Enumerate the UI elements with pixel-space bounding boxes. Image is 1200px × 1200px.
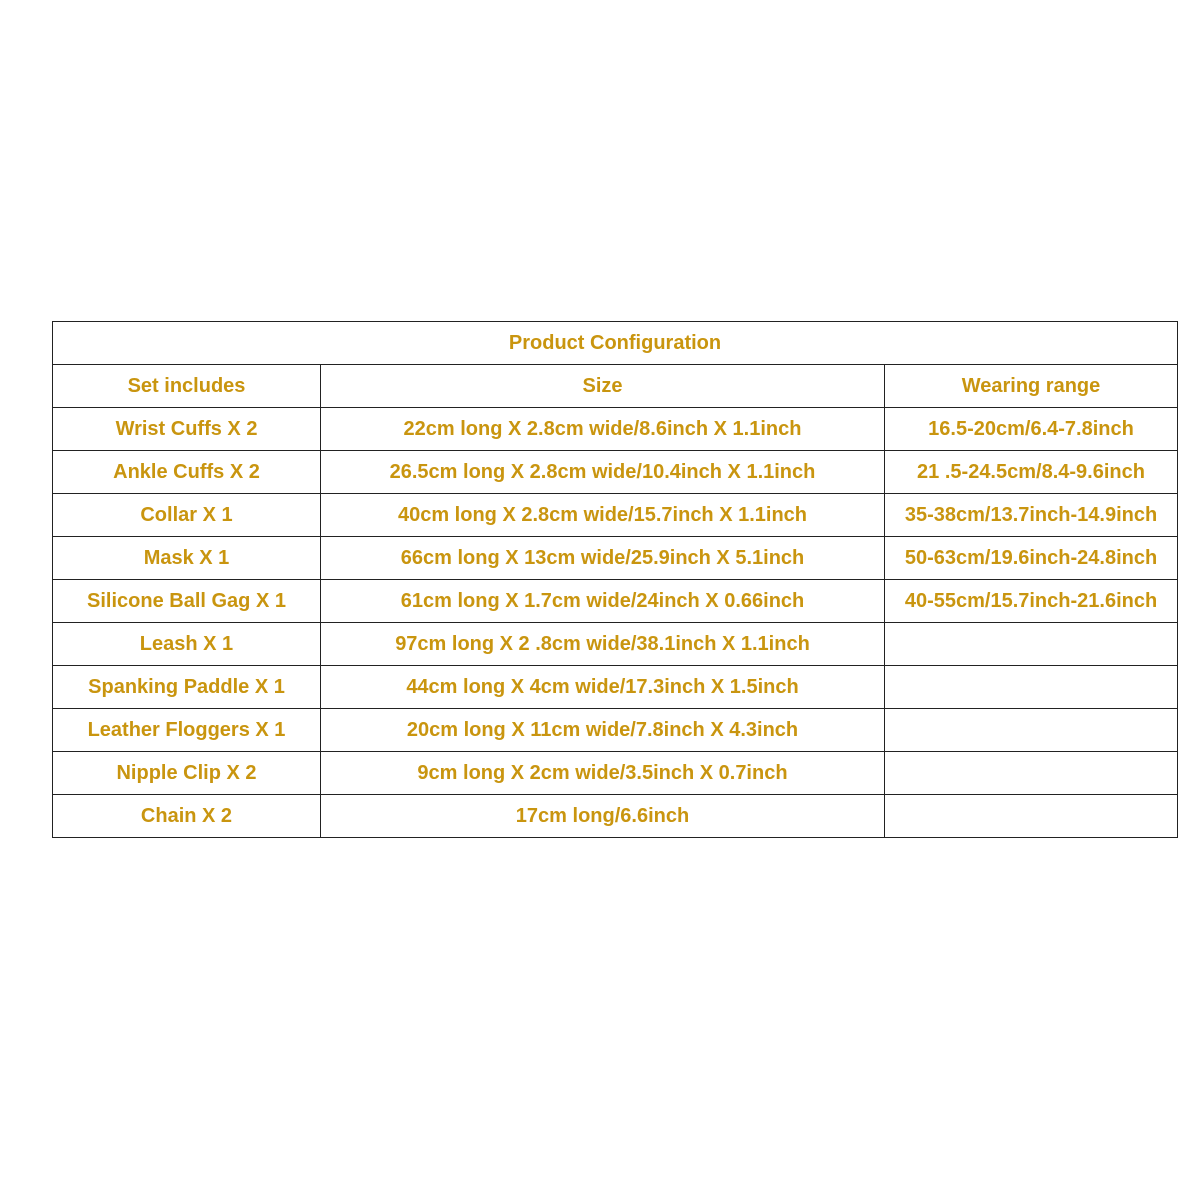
table-row	[53, 795, 1178, 838]
cell-size: 97cm long X 2 .8cm wide/38.1inch X 1.1inch	[321, 623, 885, 666]
cell-range	[885, 623, 1178, 666]
cell-item: Leather Floggers X 1	[53, 709, 321, 752]
cell-range	[885, 752, 1178, 795]
cell-size: 40cm long X 2.8cm wide/15.7inch X 1.1inch	[321, 494, 885, 537]
cell-size: 44cm long X 4cm wide/17.3inch X 1.5inch	[321, 666, 885, 709]
cell-range: 35-38cm/13.7inch-14.9inch	[885, 494, 1178, 537]
table-row	[53, 494, 1178, 537]
cell-range	[885, 709, 1178, 752]
table-row	[53, 666, 1178, 709]
cell-range: 50-63cm/19.6inch-24.8inch	[885, 537, 1178, 580]
cell-size: 66cm long X 13cm wide/25.9inch X 5.1inch	[321, 537, 885, 580]
table-row	[53, 752, 1178, 795]
table-row	[53, 408, 1178, 451]
header-set-includes: Set includes	[53, 365, 321, 408]
cell-size: 20cm long X 11cm wide/7.8inch X 4.3inch	[321, 709, 885, 752]
cell-item: Spanking Paddle X 1	[53, 666, 321, 709]
cell-range: 40-55cm/15.7inch-21.6inch	[885, 580, 1178, 623]
table-row	[53, 580, 1178, 623]
table-title: Product Configuration	[53, 322, 1178, 365]
table-row	[53, 537, 1178, 580]
cell-item: Chain X 2	[53, 795, 321, 838]
title-row	[53, 322, 1178, 365]
table-row	[53, 623, 1178, 666]
header-wearing-range: Wearing range	[885, 365, 1178, 408]
cell-range: 16.5-20cm/6.4-7.8inch	[885, 408, 1178, 451]
table-row	[53, 709, 1178, 752]
product-configuration-table	[52, 321, 1178, 838]
cell-item: Ankle Cuffs X 2	[53, 451, 321, 494]
cell-size: 17cm long/6.6inch	[321, 795, 885, 838]
cell-range: 21 .5-24.5cm/8.4-9.6inch	[885, 451, 1178, 494]
cell-range	[885, 795, 1178, 838]
cell-item: Silicone Ball Gag X 1	[53, 580, 321, 623]
cell-size: 22cm long X 2.8cm wide/8.6inch X 1.1inch	[321, 408, 885, 451]
cell-size: 26.5cm long X 2.8cm wide/10.4inch X 1.1inch	[321, 451, 885, 494]
cell-item: Leash X 1	[53, 623, 321, 666]
header-size: Size	[321, 365, 885, 408]
cell-item: Wrist Cuffs X 2	[53, 408, 321, 451]
cell-range	[885, 666, 1178, 709]
table-row	[53, 451, 1178, 494]
header-row	[53, 365, 1178, 408]
cell-size: 9cm long X 2cm wide/3.5inch X 0.7inch	[321, 752, 885, 795]
cell-size: 61cm long X 1.7cm wide/24inch X 0.66inch	[321, 580, 885, 623]
cell-item: Collar X 1	[53, 494, 321, 537]
cell-item: Nipple Clip X 2	[53, 752, 321, 795]
cell-item: Mask X 1	[53, 537, 321, 580]
